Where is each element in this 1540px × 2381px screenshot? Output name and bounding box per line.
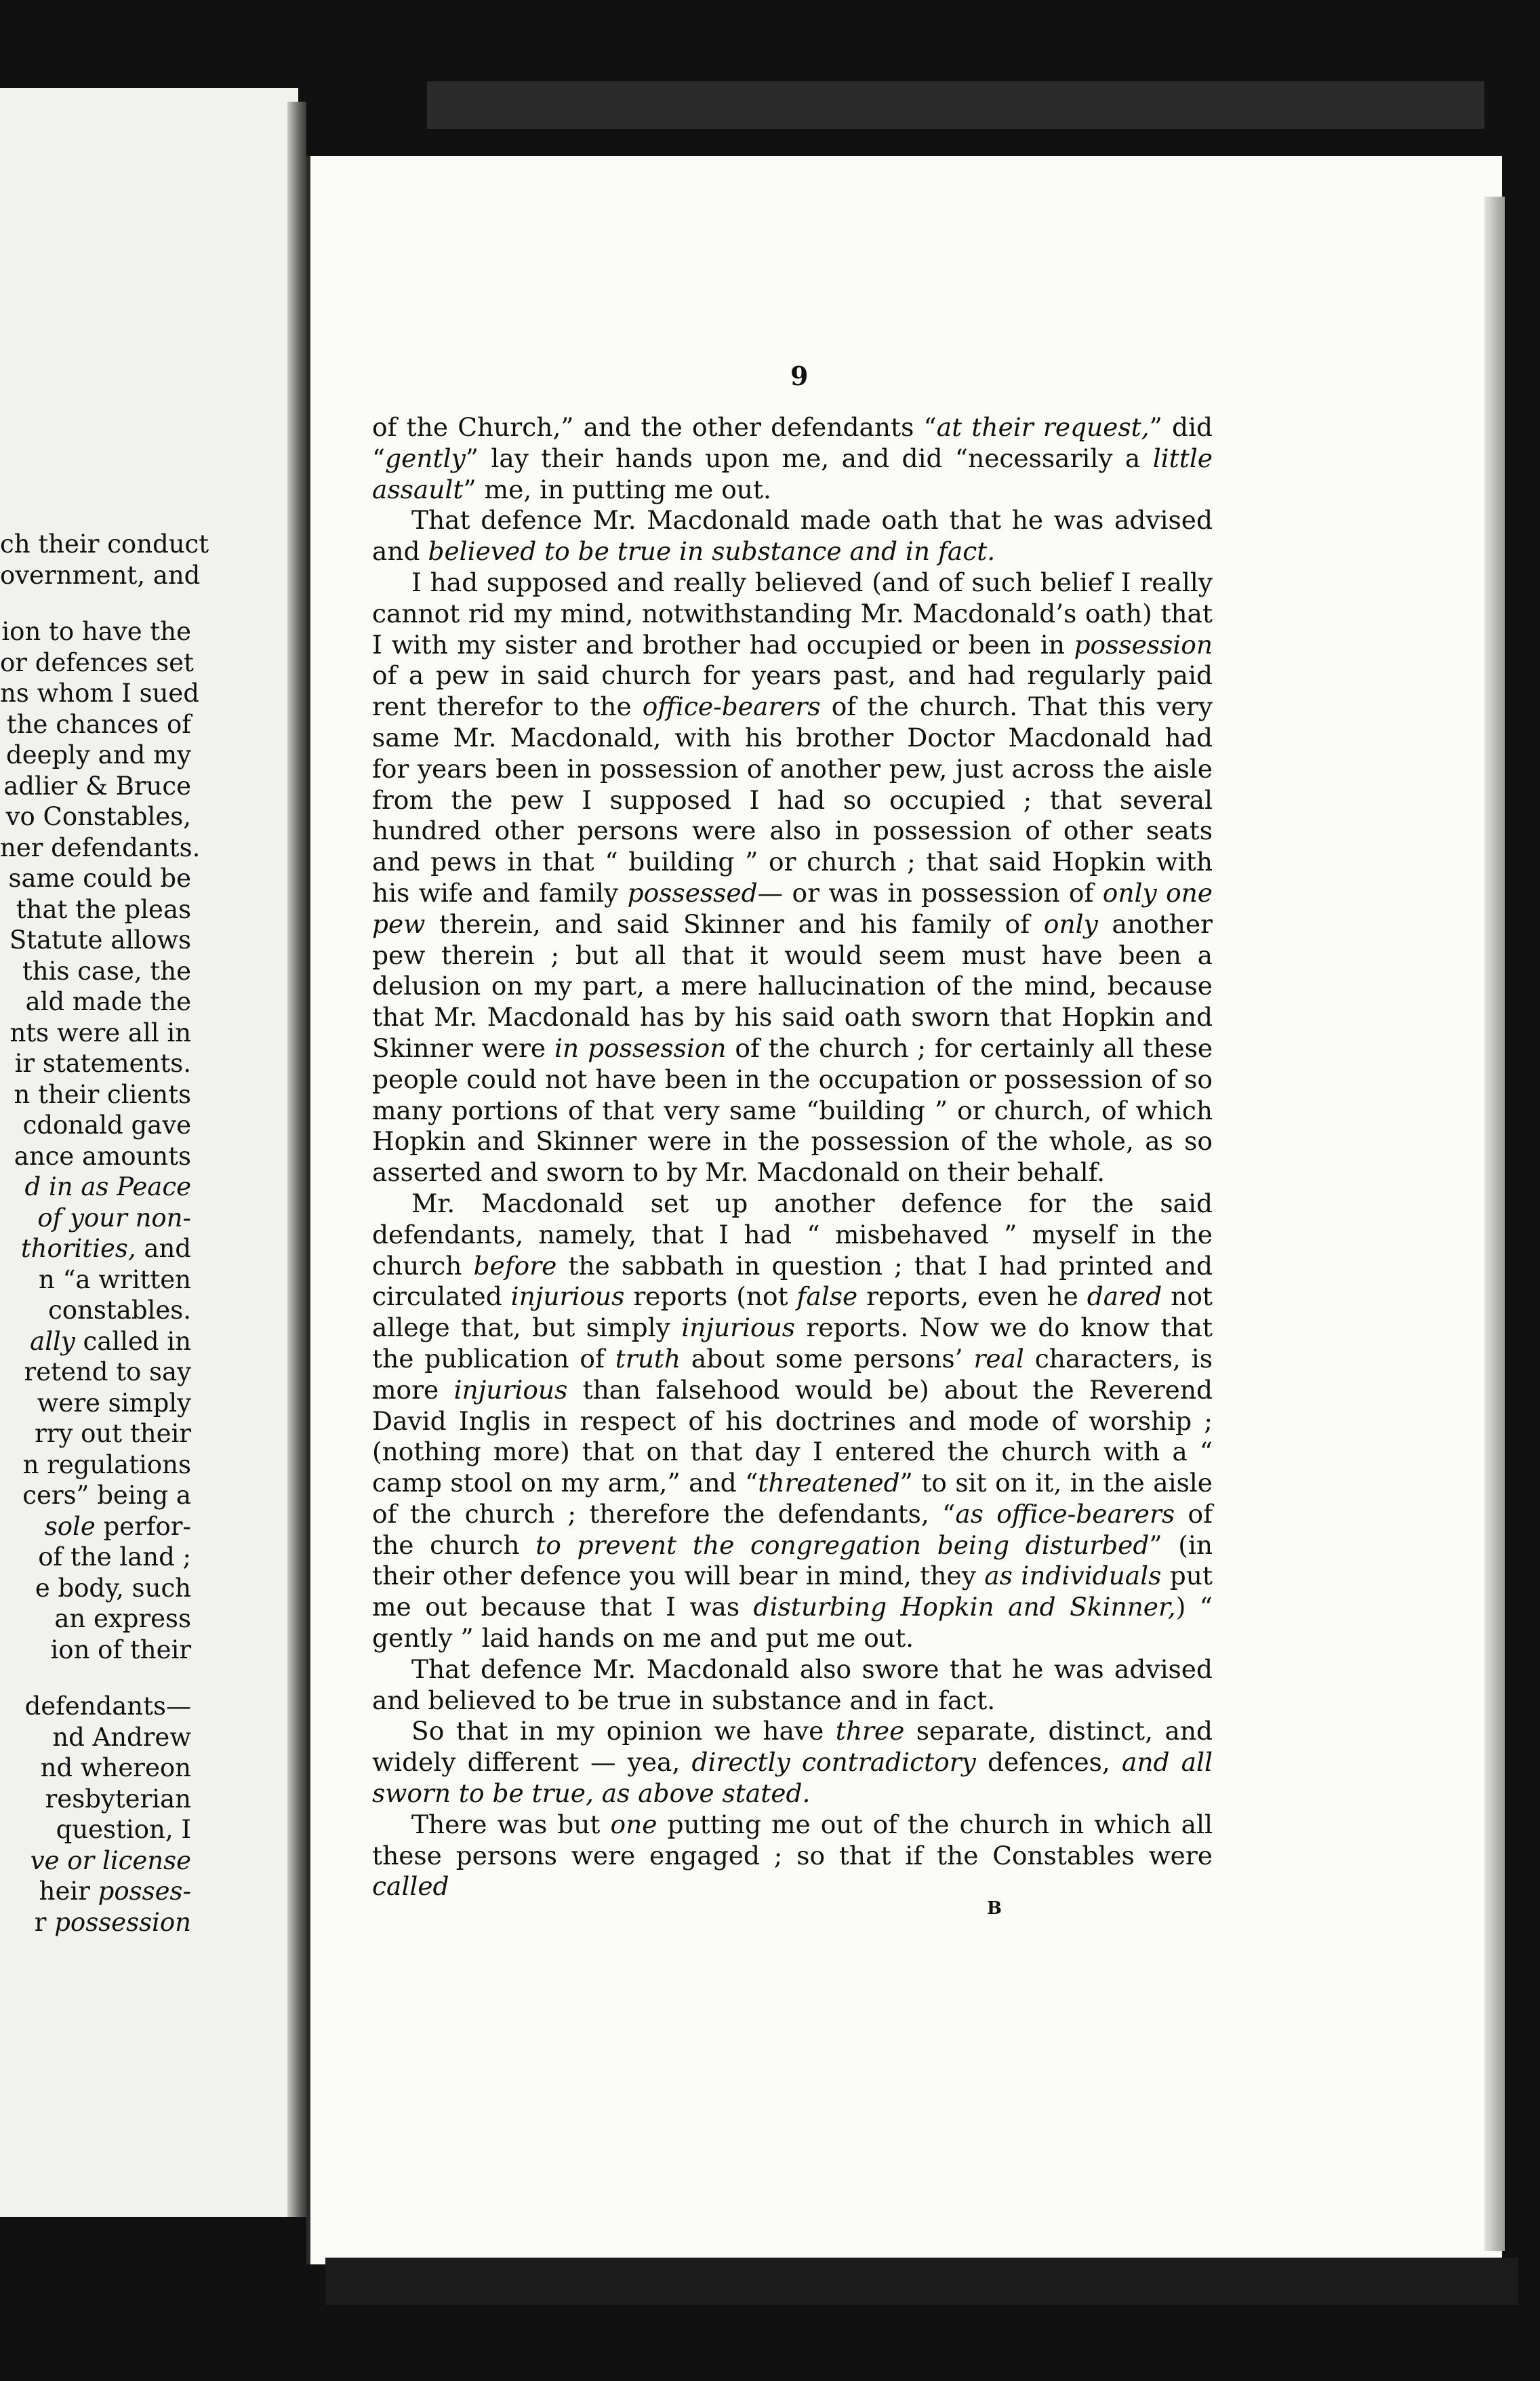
text-run: resbyterian xyxy=(45,1784,191,1814)
left-page xyxy=(0,88,298,2217)
left-page-line xyxy=(0,1784,191,1815)
italic-text-run: one xyxy=(610,1809,657,1839)
left-page-line xyxy=(0,801,191,833)
italic-text-run: only one pew xyxy=(372,877,1213,939)
left-page-line xyxy=(0,1110,191,1141)
text-run: cdonald gave xyxy=(22,1111,191,1140)
text-run: retend to say xyxy=(24,1357,191,1386)
text-run: rry out their xyxy=(35,1419,191,1448)
italic-text-run: real xyxy=(973,1343,1024,1374)
left-page-line xyxy=(0,833,201,864)
left-page-line xyxy=(0,1418,191,1449)
italic-text-run: false xyxy=(796,1281,858,1312)
text-run: of a pew in said church for years past, and had regularly paid rent therefor to the xyxy=(372,660,1213,722)
text-run: ch their conduct xyxy=(0,529,209,559)
text-run: putting me out of the church in which all these persons were engaged ; so that if the Constables were xyxy=(372,1809,1213,1870)
text-run: ald made the xyxy=(25,987,191,1016)
italic-text-run: injurious xyxy=(510,1281,625,1312)
italic-text-run: as individuals xyxy=(984,1561,1162,1591)
italic-text-run: dared xyxy=(1087,1281,1162,1312)
left-page-line xyxy=(0,647,194,679)
text-run: ner defendants. xyxy=(0,833,201,862)
text-run: ir statements. xyxy=(14,1049,191,1078)
text-run: another pew therein ; but all that it would seem must have been a delusion on my part, a mere hallucination of the mind, because that Mr. Macdonald has by his said oath sworn that Hopkin and Skinner were xyxy=(372,908,1213,1063)
left-page-line xyxy=(0,1753,191,1784)
paragraph xyxy=(372,1188,1213,1654)
scanner-top-edge xyxy=(427,81,1484,129)
left-page-line xyxy=(0,1691,191,1722)
text-run: heir xyxy=(39,1877,98,1906)
italic-text-run: possessed xyxy=(627,877,758,908)
scanner-bottom-edge xyxy=(325,2258,1518,2305)
italic-text-run: of your non- xyxy=(37,1203,191,1233)
left-page-line xyxy=(0,1907,191,1938)
left-page-line xyxy=(0,925,191,956)
paragraph xyxy=(372,505,1213,567)
text-run: of the church ; for certainly all these people could not have been in the occupation or possession of so many portions of that very same “building ” or church, of which Hopkin and Skinner were in the possession of the whole, as so asserted and sworn to by Mr. Macdonald on their behalf. xyxy=(372,1033,1213,1188)
text-run: an express xyxy=(54,1604,191,1633)
left-page-line xyxy=(0,1326,191,1357)
left-page-line xyxy=(0,1814,191,1845)
left-page-line xyxy=(0,986,191,1018)
left-page-line xyxy=(0,1172,191,1203)
text-run: of the land ; xyxy=(38,1542,191,1572)
left-page-line xyxy=(0,1603,191,1635)
text-run: e body, such xyxy=(35,1573,191,1603)
left-page-text-column xyxy=(0,529,209,1938)
text-run: ” (in their other defence you will bear in mind, they xyxy=(372,1529,1213,1591)
text-run: That defence Mr. Macdonald also swore that he was advised and believed to be true in substance and in fact. xyxy=(372,1654,1213,1715)
left-page-line xyxy=(0,1573,191,1604)
text-run: nd whereon xyxy=(40,1753,191,1782)
left-page-line xyxy=(0,771,191,802)
italic-text-run: threatened xyxy=(758,1468,900,1498)
italic-text-run: directly contradictory xyxy=(691,1747,976,1778)
text-run: about some persons’ xyxy=(681,1343,974,1374)
text-run: constables. xyxy=(48,1296,191,1325)
text-run: nd Andrew xyxy=(52,1722,191,1752)
text-run: ion of their xyxy=(50,1635,191,1664)
left-page-line xyxy=(0,740,191,771)
italic-text-run: in possession xyxy=(554,1033,727,1063)
text-run: put me out because that I was xyxy=(372,1561,1213,1622)
text-run: the sabbath in question ; that I had printed and circulated xyxy=(372,1250,1213,1312)
text-run: vo Constables, xyxy=(5,802,191,831)
paragraph-gap xyxy=(0,1665,191,1691)
text-run: That defence Mr. Macdonald made oath that he was advised and xyxy=(372,505,1213,567)
text-run: n regulations xyxy=(22,1449,191,1479)
text-run: ance amounts xyxy=(14,1141,191,1171)
paragraph xyxy=(372,412,1213,505)
text-run: than falsehood would be) about the Reverend David Inglis in respect of his doctrines and mode of worship ; (nothing more) that on that day I entered the church with a “ camp stool on my arm,” and “ xyxy=(372,1374,1213,1498)
paragraph xyxy=(372,567,1213,1188)
text-run: ) “ gently ” laid hands on me and put me out. xyxy=(372,1592,1213,1654)
paragraph xyxy=(372,1716,1213,1809)
text-run: I had supposed and really believed (and of such belief I really cannot rid my mind, notwithstanding Mr. Macdonald’s oath) that I with my sister and brother had occupied or been in xyxy=(372,567,1213,660)
text-run: ” did “ xyxy=(372,412,1213,473)
italic-text-run: to prevent the congregation being disturbed xyxy=(535,1529,1150,1560)
text-run: perfor- xyxy=(95,1511,191,1541)
left-page-line xyxy=(0,678,199,709)
text-run: therein, and said Skinner and his family of xyxy=(425,908,1044,939)
italic-text-run: ally xyxy=(30,1326,75,1356)
paragraph-gap xyxy=(0,591,191,616)
left-page-line xyxy=(0,560,201,591)
left-page-line xyxy=(0,1048,191,1079)
text-run: separate, distinct, and widely different — yea, xyxy=(372,1716,1213,1778)
text-run: cers” being a xyxy=(22,1481,191,1510)
text-run: Mr. Macdonald set up another defence for the said defendants, namely, that I had “ misbehaved ” myself in the church xyxy=(372,1188,1213,1281)
italic-text-run: sole xyxy=(44,1511,96,1541)
paragraph xyxy=(372,1654,1213,1717)
text-run: ” to sit on it, in the aisle of the church ; therefore the defendants, “ xyxy=(372,1468,1213,1529)
italic-text-run: gently xyxy=(385,443,466,473)
left-page-line xyxy=(0,1357,191,1388)
signature-mark: B xyxy=(987,1898,1002,1919)
left-page-line xyxy=(0,1141,191,1172)
left-page-line xyxy=(0,1295,191,1326)
text-run: defendants— xyxy=(24,1692,191,1721)
left-page-line xyxy=(0,1511,191,1542)
text-run: were simply xyxy=(37,1388,191,1418)
left-page-line xyxy=(0,863,191,894)
italic-text-run: believed to be true in substance and in fact. xyxy=(428,536,996,567)
left-page-line xyxy=(0,1876,191,1907)
text-run: adlier & Bruce xyxy=(3,771,191,801)
italic-text-run: and all sworn to be true, as above stated. xyxy=(372,1747,1213,1809)
italic-text-run: truth xyxy=(615,1343,681,1374)
italic-text-run: disturbing Hopkin and Skinner, xyxy=(753,1592,1176,1622)
text-run: ” lay their hands upon me, and did “necessarily a xyxy=(465,443,1153,473)
text-run: ” me, in putting me out. xyxy=(463,474,771,504)
page-edge xyxy=(1484,197,1505,2251)
paragraph xyxy=(372,1809,1213,1902)
left-page-line xyxy=(0,709,191,740)
text-run: overnment, and xyxy=(0,560,201,590)
italic-text-run: possession xyxy=(54,1907,191,1937)
italic-text-run: office-bearers xyxy=(642,692,821,722)
text-run: defences, xyxy=(975,1747,1122,1778)
text-run: n “a written xyxy=(39,1264,191,1294)
text-run: or defences set xyxy=(0,647,194,677)
text-run: that the pleas xyxy=(16,894,191,924)
left-page-line xyxy=(0,1264,191,1296)
italic-text-run: little assault xyxy=(372,443,1213,504)
italic-text-run: as office-bearers xyxy=(955,1498,1175,1529)
left-page-line xyxy=(0,1203,191,1234)
text-run: Statute allows xyxy=(9,925,191,955)
text-run: r xyxy=(34,1907,55,1937)
text-run: not allege that, but simply xyxy=(372,1281,1213,1343)
left-page-line xyxy=(0,1542,191,1573)
italic-text-run: injurious xyxy=(681,1313,796,1343)
text-run: reports (not xyxy=(624,1281,797,1312)
left-page-line xyxy=(0,1018,191,1049)
left-page-line xyxy=(0,1449,191,1481)
italic-text-run: only xyxy=(1043,908,1098,939)
text-run: same could be xyxy=(8,864,191,893)
left-page-line xyxy=(0,1845,191,1877)
text-run: the chances of xyxy=(6,709,191,739)
left-page-line xyxy=(0,894,191,925)
italic-text-run: possession xyxy=(1074,629,1213,660)
left-page-line xyxy=(0,529,209,560)
italic-text-run: at their request, xyxy=(936,412,1150,442)
text-run: characters, is more xyxy=(372,1343,1213,1405)
text-run: of the church. That this very same Mr. Macdonald, with his brother Doctor Macdonald had for years been in possession of another pew, just across the aisle from the pew I supposed I had so occupied ; that several hundred other persons were also in possession of other seats and pews in that “ building ” or church ; that said Hopkin with his wife and family xyxy=(372,692,1213,908)
left-page-line xyxy=(0,956,191,987)
left-page-line xyxy=(0,1388,191,1419)
text-run: and xyxy=(136,1234,191,1263)
text-run: question, I xyxy=(56,1815,191,1844)
left-page-line xyxy=(0,1722,191,1753)
book-gutter xyxy=(287,102,306,2217)
left-page-line xyxy=(0,1079,191,1111)
page-number: 9 xyxy=(790,361,809,391)
text-run: reports. Now we do know that the publication of xyxy=(372,1313,1213,1374)
text-run: this case, the xyxy=(22,956,191,986)
text-run: ns whom I sued xyxy=(0,679,199,708)
left-page-line xyxy=(0,1635,191,1666)
italic-text-run: d in as Peace xyxy=(24,1172,191,1201)
text-run: nts were all in xyxy=(9,1018,191,1047)
text-run: So that in my opinion we have xyxy=(411,1716,836,1746)
text-run: deeply and my xyxy=(6,740,191,769)
italic-text-run: ve or license xyxy=(30,1845,191,1875)
text-run: ion to have the xyxy=(1,617,191,646)
text-run: called in xyxy=(75,1326,191,1356)
text-run: n their clients xyxy=(14,1079,191,1109)
italic-text-run: called xyxy=(372,1871,449,1902)
left-page-line xyxy=(0,1480,191,1511)
text-run: — or was in possession of xyxy=(757,877,1103,908)
left-page-line xyxy=(0,616,191,647)
left-page-line xyxy=(0,1233,191,1264)
italic-text-run: posses- xyxy=(98,1877,191,1906)
text-run: reports, even he xyxy=(857,1281,1087,1312)
italic-text-run: thorities, xyxy=(20,1234,136,1263)
italic-text-run: injurious xyxy=(453,1374,568,1405)
text-run: There was but xyxy=(411,1809,611,1839)
right-page-body-text xyxy=(372,412,1213,1902)
italic-text-run: three xyxy=(835,1716,905,1746)
text-run: of the Church,” and the other defendants “ xyxy=(372,412,937,442)
italic-text-run: before xyxy=(473,1250,557,1281)
text-run: of the church xyxy=(372,1498,1213,1560)
